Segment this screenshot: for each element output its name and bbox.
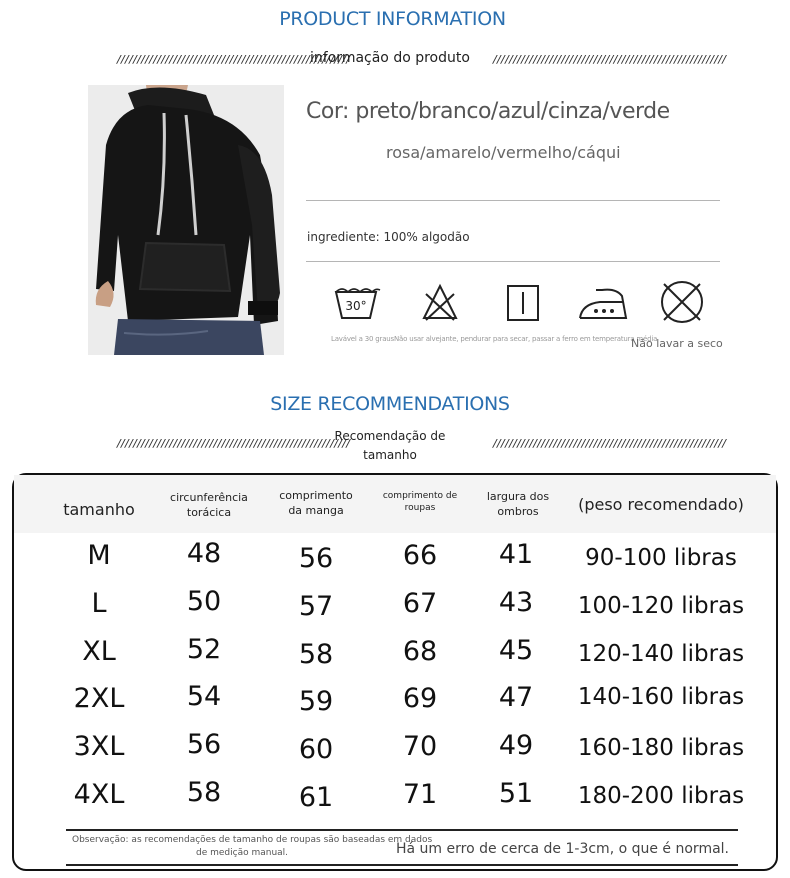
header-weight: (peso recomendado): [578, 495, 744, 514]
size-subtitle-line-2: tamanho: [363, 447, 417, 462]
header-sleeve-line-1: comprimento: [279, 489, 353, 502]
size-table: [12, 473, 778, 871]
note-line-1: Observação: as recomendações de tamanho de roupas são baseadas em dados: [72, 835, 433, 845]
cell-weight: 160-180 libras: [577, 735, 745, 761]
colors-line-2: rosa/amarelo/vermelho/cáqui: [386, 143, 621, 162]
care-icons-row: [330, 280, 730, 330]
cell-shoulder: 43: [498, 587, 534, 618]
cell-length: 69: [402, 683, 438, 714]
product-info-title: PRODUCT INFORMATION: [279, 8, 506, 30]
slash-divider-left: //////////////////////////////////////////////////////////: [116, 53, 350, 66]
header-sleeve: [264, 489, 368, 519]
cell-size: M: [87, 540, 111, 571]
cell-weight: 120-140 libras: [577, 641, 745, 667]
cell-weight: 90-100 libras: [585, 545, 737, 571]
cell-sleeve: 57: [298, 591, 334, 622]
note-rule-bottom: [66, 864, 738, 866]
product-info-subtitle: informação do produto: [310, 50, 470, 66]
cell-weight: 180-200 libras: [577, 783, 745, 809]
slash-divider-right: //////////////////////////////////////////////////////////: [492, 53, 726, 66]
iron-medium-icon: [580, 290, 626, 318]
header-sleeve-line-2: da manga: [288, 503, 344, 517]
cell-chest: 58: [186, 777, 222, 808]
cell-chest: 50: [186, 586, 222, 617]
note-line-2: de medição manual.: [196, 848, 289, 859]
size-title: SIZE RECOMMENDATIONS: [270, 393, 510, 415]
product-photo: [88, 85, 284, 355]
ingredient-text: ingrediente: 100% algodão: [307, 230, 470, 244]
cell-sleeve: 60: [298, 734, 334, 765]
header-chest-line-1: circunferência: [170, 491, 248, 504]
divider-1: [306, 200, 720, 201]
care-caption: Lavável a 30 grausNão usar alvejante, pendurar para secar, passar a ferro em temperatura média: [331, 335, 658, 343]
hoodie-model-image: [88, 85, 284, 355]
cell-size: 4XL: [73, 779, 125, 810]
cell-shoulder: 45: [498, 635, 534, 666]
cell-length: 66: [402, 540, 438, 571]
header-length: [370, 490, 470, 514]
slash-divider-left-2: //////////////////////////////////////////////////////////: [116, 437, 350, 450]
slash-divider-right-2: //////////////////////////////////////////////////////////: [492, 437, 726, 450]
cell-sleeve: 58: [298, 639, 334, 670]
header-chest-line-2: torácica: [186, 505, 232, 519]
size-subtitle: [320, 427, 460, 464]
size-subtitle-line-1: Recomendação de: [334, 429, 446, 443]
cell-sleeve: 56: [298, 543, 334, 574]
cell-length: 70: [402, 731, 438, 762]
cell-chest: 48: [186, 538, 222, 569]
care-note: Não lavar a seco: [631, 337, 723, 350]
cell-weight: 100-120 libras: [577, 593, 745, 619]
note-measurement: [72, 834, 432, 860]
hang-dry-icon: [508, 286, 538, 320]
wash-temp-label: 30°: [345, 299, 367, 313]
cell-chest: 52: [186, 634, 222, 665]
no-bleach-icon: [424, 286, 456, 320]
cell-shoulder: 41: [498, 539, 534, 570]
header-chest: [154, 491, 264, 521]
cell-length: 67: [402, 588, 438, 619]
cell-chest: 54: [186, 681, 222, 712]
header-shoulder-line-1: largura dos: [486, 490, 550, 503]
no-dry-clean-icon: [662, 282, 702, 322]
cell-chest: 56: [186, 729, 222, 760]
cell-size: 2XL: [73, 683, 125, 714]
cell-size: L: [91, 588, 107, 619]
cell-sleeve: 61: [298, 782, 334, 813]
divider-2: [306, 261, 720, 262]
cell-shoulder: 47: [498, 682, 534, 713]
cell-weight: 140-160 libras: [577, 684, 745, 710]
note-rule-top: [66, 829, 738, 831]
header-shoulder-line-2: ombros: [497, 504, 539, 518]
note-error: Há um erro de cerca de 1-3cm, o que é normal.: [396, 841, 729, 857]
cell-size: 3XL: [73, 731, 125, 762]
cell-length: 68: [402, 636, 438, 667]
header-length-line-1: comprimento de: [382, 491, 458, 501]
header-shoulder: [470, 490, 566, 520]
cell-shoulder: 49: [498, 730, 534, 761]
wash-30-icon: [336, 289, 380, 318]
header-length-line-2: roupas: [404, 503, 436, 514]
colors-line-1: Cor: preto/branco/azul/cinza/verde: [306, 99, 670, 124]
cell-size: XL: [82, 636, 116, 667]
cell-length: 71: [402, 779, 438, 810]
cell-sleeve: 59: [298, 686, 334, 717]
header-size: tamanho: [63, 500, 135, 519]
cell-shoulder: 51: [498, 778, 534, 809]
